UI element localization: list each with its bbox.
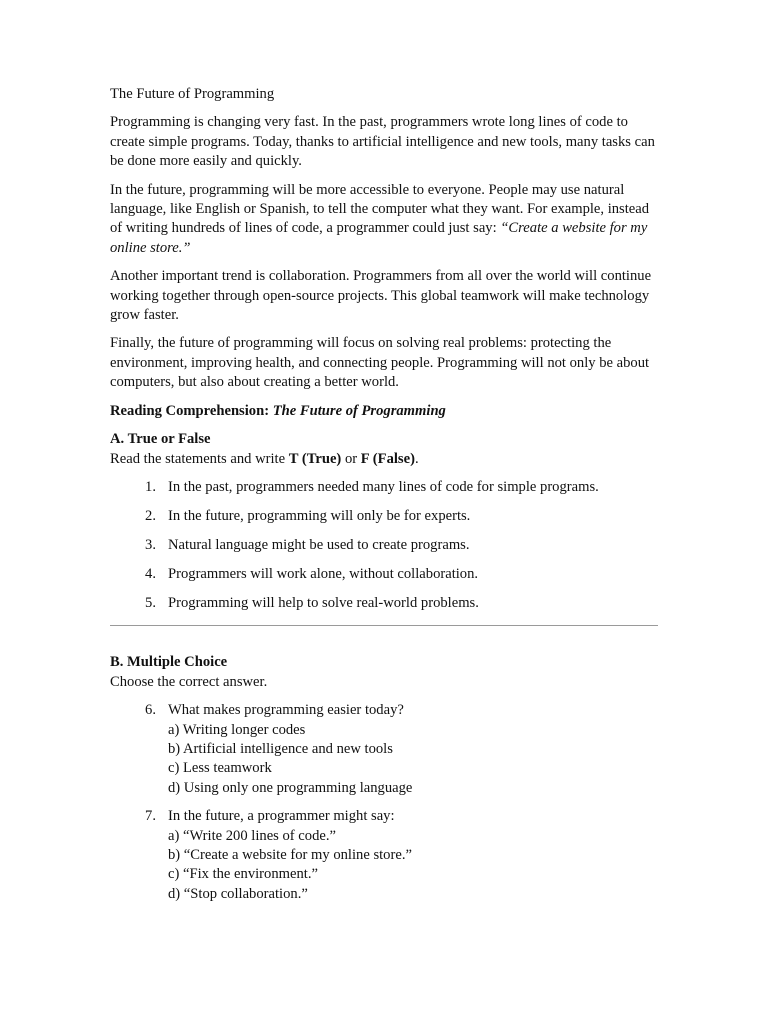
option-c: c) Less teamwork xyxy=(168,760,272,777)
option-b: b) Artificial intelligence and new tools xyxy=(168,740,393,757)
option-a: a) Writing longer codes xyxy=(168,721,306,738)
question-6: 6. What makes programming easier today? a) Writing longer codes b) Artificial intelligence and new tools c) Less teamwork d) Using only one programming language xyxy=(110,701,658,798)
option-d: d) Using only one programming language xyxy=(168,779,413,796)
option-d: d) “Stop collaboration.” xyxy=(168,885,308,902)
option-c: c) “Fix the environment.” xyxy=(168,866,318,883)
document-page xyxy=(110,85,658,913)
section-a-instruction: Read the statements and write T (True) or F (False). xyxy=(110,450,419,467)
list-item: 2. In the future, programming will only be for experts. xyxy=(145,507,471,524)
example-quote: “Create a website for my online store.” xyxy=(110,220,648,256)
option-b: b) “Create a website for my online store.” xyxy=(168,846,412,863)
section-b-heading: B. Multiple Choice xyxy=(110,654,228,671)
question-text: In the future, a programmer might say: xyxy=(168,808,395,825)
list-item: 3. Natural language might be used to create programs. xyxy=(145,536,470,553)
list-item: 1. In the past, programmers needed many lines of code for simple programs. xyxy=(145,478,599,495)
comprehension-heading: Reading Comprehension: The Future of Programming xyxy=(110,402,446,419)
section-divider xyxy=(110,625,658,626)
list-item: 5. Programming will help to solve real-world problems. xyxy=(145,594,479,611)
list-item: 4. Programmers will work alone, without collaboration. xyxy=(145,565,479,582)
document-title: The Future of Programming xyxy=(110,86,275,102)
paragraph-conclusion: Finally, the future of programming will focus on solving real problems: protecting the environment, improving health, and connecting people. Programming will not only be about computers, but also about creating a better world. xyxy=(110,335,650,391)
section-a-heading: A. True or False xyxy=(110,431,211,448)
paragraph-intro: Programming is changing very fast. In the past, programmers wrote long lines of code to create simple programs. Today, thanks to artificial intelligence and new tools, many tasks can be done more easily and quickly. xyxy=(110,114,655,170)
section-b-instruction: Choose the correct answer. xyxy=(110,673,268,690)
option-a: a) “Write 200 lines of code.” xyxy=(168,827,336,844)
true-false-list xyxy=(110,478,658,613)
paragraph-collaboration: Another important trend is collaboration. Programmers from all over the world will continue working together through open-source projects. This global teamwork will make technology grow faster. xyxy=(110,268,652,324)
paragraph-natural-language: In the future, programming will be more accessible to everyone. People may use natural language, like English or Spanish, to tell the computer what they want. For example, instead of writing hundreds of lines of code, a programmer could just say: “Create a website for my online store.” xyxy=(110,181,650,256)
comprehension-subtitle: The Future of Programming xyxy=(272,402,446,419)
question-7: 7. In the future, a programmer might say: a) “Write 200 lines of code.” b) “Create a website for my online store.” c) “Fix the environment.” d) “Stop collaboration.” xyxy=(110,807,658,904)
question-text: What makes programming easier today? xyxy=(168,702,404,719)
